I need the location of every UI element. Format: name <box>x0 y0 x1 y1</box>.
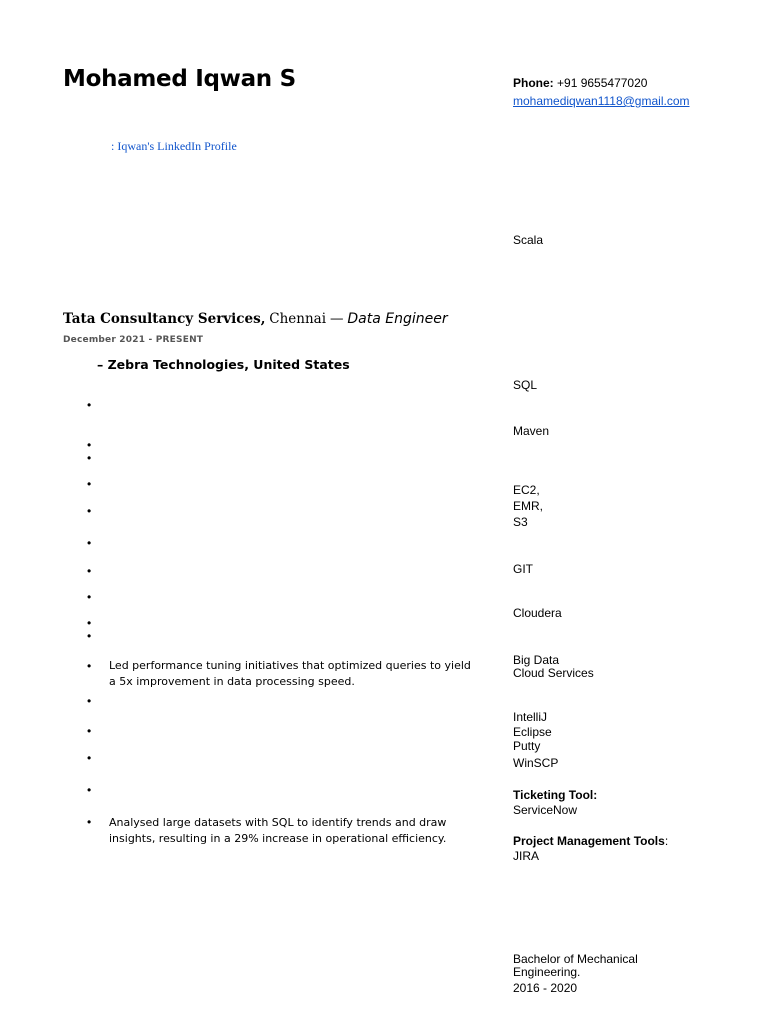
pm-label-text: Project Management Tools <box>513 834 665 848</box>
ticketing-value: ServiceNow <box>513 803 578 817</box>
bullet-text-performance: Led performance tuning initiatives that optimized queries to yield a 5x improvement in data processing speed. <box>109 659 471 688</box>
phone-line <box>513 76 647 90</box>
company-name: Tata Consultancy Services, <box>63 311 266 327</box>
bullet-icon: • <box>87 659 92 673</box>
skill-ec2: EC2, <box>513 483 540 497</box>
pm-label <box>513 834 668 848</box>
bullet-text-analysed: Analysed large datasets with SQL to identify trends and draw insights, resulting in a 29% increase in operational efficiency. <box>109 816 447 845</box>
bullet-icon: • <box>87 783 92 797</box>
degree-years: 2016 - 2020 <box>513 981 578 995</box>
tool-intellij: IntelliJ <box>513 710 548 724</box>
skill-git: GIT <box>513 562 533 576</box>
skill-cloud-services: Cloud Services <box>513 666 594 680</box>
job-dates: December 2021 - PRESENT <box>63 335 204 345</box>
bullet-icon: • <box>87 815 92 829</box>
skill-cloudera: Cloudera <box>513 606 562 620</box>
phone-value: +91 9655477020 <box>557 76 648 90</box>
bullet-icon: • <box>87 590 92 604</box>
bullet-icon: • <box>87 616 92 630</box>
bullet-icon: • <box>87 477 92 491</box>
bullet-icon: • <box>87 564 92 578</box>
linkedin-profile-link[interactable]: : Iqwan's LinkedIn Profile <box>111 139 237 153</box>
job-city: Chennai <box>269 311 327 327</box>
skill-big-data: Big Data <box>513 653 560 667</box>
bullet-icon: • <box>87 398 92 412</box>
bullet-icon: • <box>87 629 92 643</box>
tool-winscp: WinSCP <box>513 756 559 770</box>
job-heading <box>63 310 448 327</box>
bullet-icon: • <box>87 694 92 708</box>
pm-colon: : <box>664 834 669 848</box>
tool-eclipse: Eclipse <box>513 725 552 739</box>
job-separator: — <box>329 311 344 327</box>
skill-scala: Scala <box>513 233 544 247</box>
candidate-name: Mohamed Iqwan S <box>63 66 296 92</box>
bullet-icon: • <box>87 438 92 452</box>
pm-value: JIRA <box>513 849 540 863</box>
ticketing-label-text: Ticketing Tool: <box>513 788 598 802</box>
skill-s3: S3 <box>513 515 528 529</box>
bullet-icon: • <box>87 451 92 465</box>
skill-maven: Maven <box>513 424 550 438</box>
email-link[interactable]: mohamediqwan1118@gmail.com <box>513 94 690 108</box>
degree-line-2: Engineering. <box>513 965 581 979</box>
client-name: – Zebra Technologies, United States <box>97 357 350 372</box>
skill-sql: SQL <box>513 378 538 392</box>
ticketing-label <box>513 788 597 802</box>
bullet-icon: • <box>87 504 92 518</box>
bullet-icon: • <box>87 751 92 765</box>
tool-putty: Putty <box>513 739 541 753</box>
skill-emr: EMR, <box>513 499 543 513</box>
bullet-icon: • <box>87 724 92 738</box>
job-title: Data Engineer <box>347 311 448 327</box>
phone-label: Phone: <box>513 76 554 90</box>
bullet-icon: • <box>87 536 92 550</box>
degree-line-1: Bachelor of Mechanical <box>513 952 638 966</box>
